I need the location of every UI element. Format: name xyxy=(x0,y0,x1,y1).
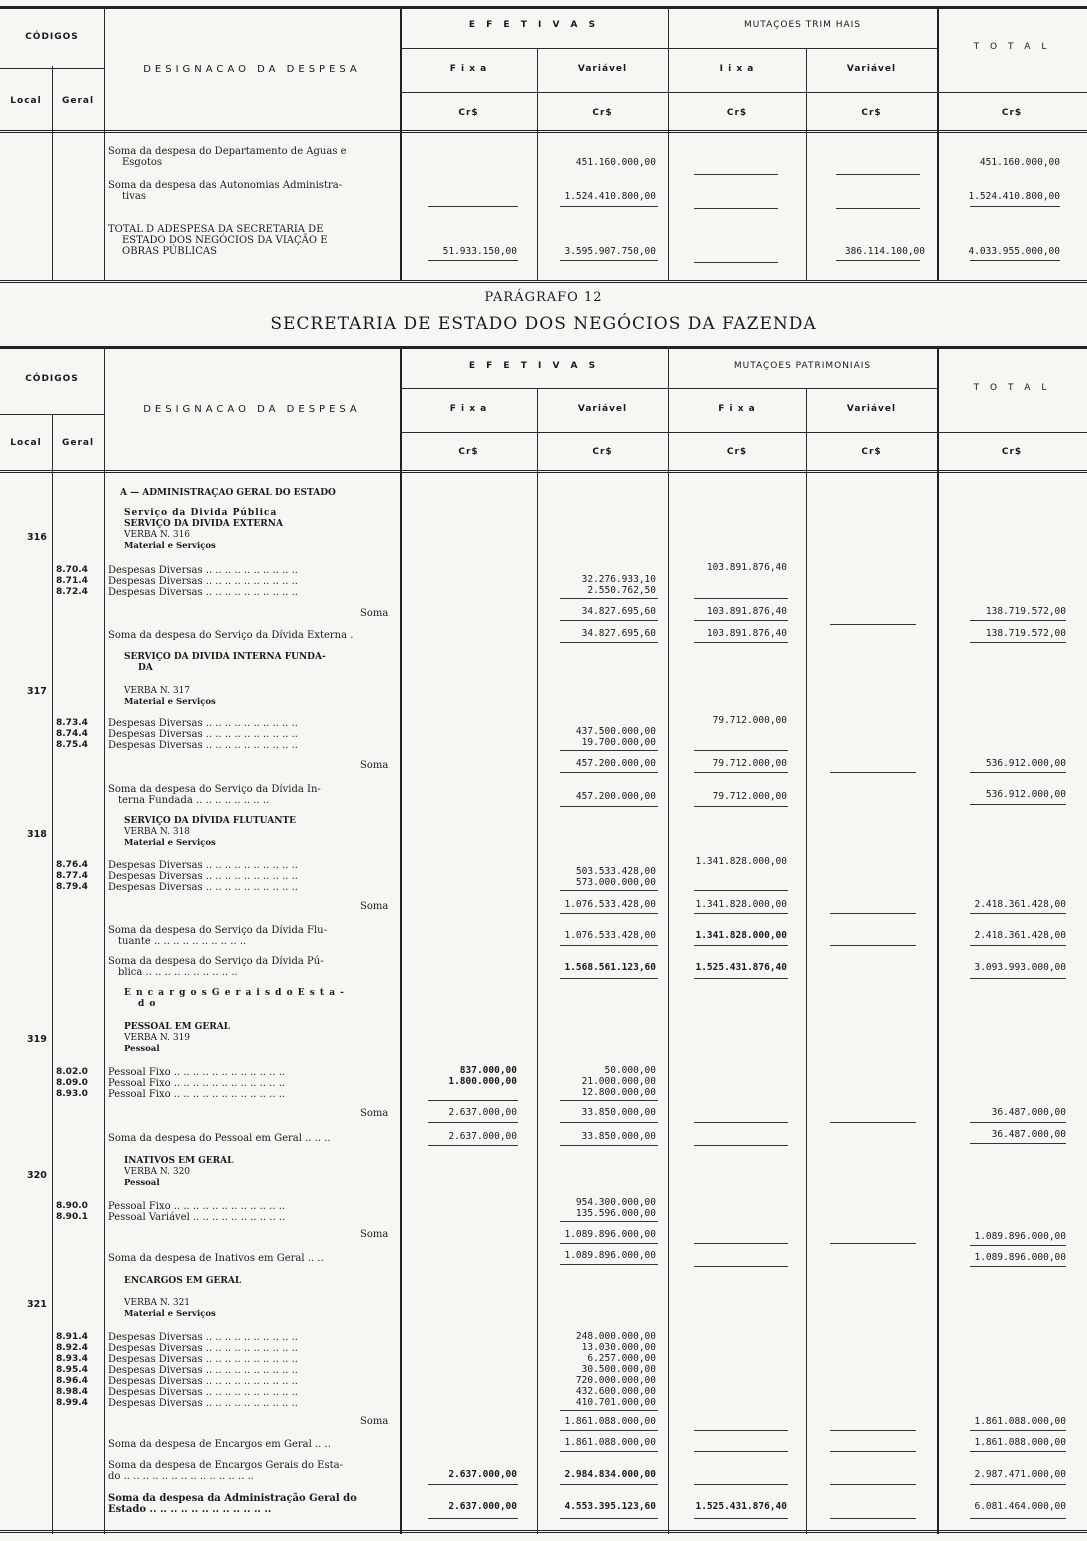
value-variavel: 32.276.933,10 xyxy=(581,574,656,585)
value-variavel: 135.596.000,00 xyxy=(575,1208,656,1219)
geral-code: 8.95.4 xyxy=(56,1365,88,1375)
geral-code: 8.90.0 xyxy=(56,1201,88,1211)
local-code: 319 xyxy=(27,1034,47,1045)
soma-label: Soma xyxy=(360,760,389,771)
local-code: 320 xyxy=(27,1170,47,1181)
value-variavel: 1.861.088.000,00 xyxy=(564,1416,656,1427)
value-fixa: 51.933.150,00 xyxy=(442,246,517,257)
value-fixa: 2.637.000,00 xyxy=(448,1131,517,1142)
row-label: TOTAL D ADESPESA DA SECRETARIA DE xyxy=(108,224,324,235)
group-heading: DA xyxy=(138,663,153,673)
value-total: 138.719.572,00 xyxy=(985,606,1066,617)
geral-code: 8.71.4 xyxy=(56,576,88,586)
section-heading: d o xyxy=(138,999,157,1009)
value-total: 4.033.955.000,00 xyxy=(968,246,1060,257)
top-table-border xyxy=(0,6,1087,9)
value-total: 536.912.000,00 xyxy=(985,758,1066,769)
top-table-bottom xyxy=(0,280,1087,283)
item-label: Despesas Diversas .. .. .. .. .. .. .. .. .. .. xyxy=(108,1398,298,1409)
section-heading: E n c a r g o s G e r a i s d o E s t a - xyxy=(124,988,345,998)
geral-code: 8.99.4 xyxy=(56,1398,88,1408)
value-mut-fixa: 103.891.876,40 xyxy=(706,562,787,573)
value-total: 1.861.088.000,00 xyxy=(974,1416,1066,1427)
value-variavel: 21.000.000,00 xyxy=(581,1076,656,1087)
item-label: Pessoal Fixo .. .. .. .. .. .. .. .. .. .. .. .. xyxy=(108,1089,286,1100)
item-label: Despesas Diversas .. .. .. .. .. .. .. .. .. .. xyxy=(108,1354,298,1365)
col-divider xyxy=(400,348,402,1534)
geral-code: 8.91.4 xyxy=(56,1332,88,1342)
value-variavel: 2.550.762,50 xyxy=(587,585,656,596)
value-variavel: 4.553.395.123,60 xyxy=(564,1501,656,1512)
value-variavel: 720.000.000,00 xyxy=(575,1375,656,1386)
variavel-header: Variável xyxy=(577,404,628,414)
mut-fixa-header: F i x a xyxy=(718,404,756,414)
value-variavel: 457.200.000,00 xyxy=(575,758,656,769)
item-label: Despesas Diversas .. .. .. .. .. .. .. .. .. .. xyxy=(108,576,298,587)
soma-label: Soma xyxy=(360,608,389,619)
geral-code: 8.75.4 xyxy=(56,740,88,750)
item-label: Despesas Diversas .. .. .. .. .. .. .. .. .. .. xyxy=(108,1387,298,1398)
sum-label: Soma da despesa do Serviço da Dívida In- xyxy=(108,784,321,795)
item-label: Despesas Diversas .. .. .. .. .. .. .. .. .. .. xyxy=(108,587,298,598)
geral-code: 8.98.4 xyxy=(56,1387,88,1397)
value-variavel: 954.300.000,00 xyxy=(575,1197,656,1208)
verba-label: VERBA N. 320 xyxy=(124,1167,191,1177)
verba-label: VERBA N. 316 xyxy=(124,530,191,540)
sum-label: Soma da despesa do Pessoal em Geral .. .. .. xyxy=(108,1133,331,1144)
value-variavel: 3.595.907.750,00 xyxy=(564,246,656,257)
value-variavel: 248.000.000,00 xyxy=(575,1331,656,1342)
item-label: Pessoal Fixo .. .. .. .. .. .. .. .. .. .. .. .. xyxy=(108,1067,286,1078)
currency-label: Cr$ xyxy=(861,108,882,118)
value-variavel: 30.500.000,00 xyxy=(581,1364,656,1375)
header-line xyxy=(400,388,937,389)
value-fixa: 837.000,00 xyxy=(459,1065,517,1076)
value-total: 1.524.410.800,00 xyxy=(968,191,1060,202)
item-label: Despesas Diversas .. .. .. .. .. .. .. .. .. .. xyxy=(108,1332,298,1343)
value-mut-fixa: 1.341.828.000,00 xyxy=(695,930,787,941)
local-code: 317 xyxy=(27,686,47,697)
verba-subtitle: Material e Serviços xyxy=(124,838,216,848)
currency-label: Cr$ xyxy=(458,108,479,118)
local-code: 318 xyxy=(27,829,47,840)
group-heading: ENCARGOS EM GERAL xyxy=(124,1276,242,1286)
currency-label: Cr$ xyxy=(861,447,882,457)
geral-code: 8.70.4 xyxy=(56,565,88,575)
value-variavel: 1.076.533.428,00 xyxy=(564,899,656,910)
fixa-header: F i x a xyxy=(449,64,488,74)
grand-total-label: Estado .. .. .. .. .. .. .. .. .. .. .. .. xyxy=(108,1504,272,1515)
sum-label: Soma da despesa de Encargos em Geral .. .. xyxy=(108,1439,331,1450)
row-label: Esgotos xyxy=(122,157,163,168)
currency-label: Cr$ xyxy=(726,447,748,457)
col-divider xyxy=(52,414,53,1534)
col-divider xyxy=(806,388,807,1534)
value-total: 2.418.361.428,00 xyxy=(974,930,1066,941)
value-mut-fixa: 79.712.000,00 xyxy=(712,791,787,802)
header-line xyxy=(400,48,937,49)
item-label: Pessoal Fixo .. .. .. .. .. .. .. .. .. .. .. .. xyxy=(108,1078,286,1089)
sum-label: Soma da despesa do Serviço da Dívida Pú- xyxy=(108,956,324,967)
geral-code: 8.90.1 xyxy=(56,1212,88,1222)
sum-label: tuante .. .. .. .. .. .. .. .. .. .. xyxy=(118,936,247,947)
verba-subtitle: Pessoal xyxy=(124,1178,160,1188)
value-total: 451.160.000,00 xyxy=(979,157,1060,168)
group-heading: INATIVOS EM GERAL xyxy=(124,1156,234,1166)
value-variavel: 2.984.834.000,00 xyxy=(564,1469,656,1480)
designacao-header: DESIGNACAO DA DESPESA xyxy=(143,404,361,415)
value-variavel: 1.524.410.800,00 xyxy=(564,191,656,202)
value-total: 36.487.000,00 xyxy=(991,1129,1066,1140)
value-total: 36.487.000,00 xyxy=(991,1107,1066,1118)
item-label: Despesas Diversas .. .. .. .. .. .. .. .. .. .. xyxy=(108,729,298,740)
geral-header: Geral xyxy=(61,438,95,448)
item-label: Despesas Diversas .. .. .. .. .. .. .. .. .. .. xyxy=(108,1365,298,1376)
value-total: 2.418.361.428,00 xyxy=(974,899,1066,910)
verba-subtitle: Material e Serviços xyxy=(124,1309,216,1319)
geral-code: 8.74.4 xyxy=(56,729,88,739)
header-bottom-line xyxy=(0,130,1087,133)
currency-label: Cr$ xyxy=(458,447,479,457)
value-total: 536.912.000,00 xyxy=(985,789,1066,800)
group-heading: SERVIÇO DA DIVIDA EXTERNA xyxy=(124,519,283,529)
header-line xyxy=(0,68,104,69)
value-variavel: 33.850.000,00 xyxy=(581,1107,656,1118)
group-heading: PESSOAL EM GERAL xyxy=(124,1022,231,1032)
efetivas-header: E F E T I V A S xyxy=(468,361,600,371)
verba-label: VERBA N. 321 xyxy=(124,1298,191,1308)
item-label: Despesas Diversas .. .. .. .. .. .. .. .. .. .. xyxy=(108,740,298,751)
geral-code: 8.73.4 xyxy=(56,718,88,728)
local-header: Local xyxy=(10,96,42,106)
item-label: Despesas Diversas .. .. .. .. .. .. .. .. .. .. xyxy=(108,871,298,882)
item-label: Pessoal Fixo .. .. .. .. .. .. .. .. .. .. .. .. xyxy=(108,1201,286,1212)
mut-variavel-header: Variável xyxy=(846,64,897,74)
value-variavel: 13.030.000,00 xyxy=(581,1342,656,1353)
local-code: 321 xyxy=(27,1299,47,1310)
value-mut-fixa: 1.341.828.000,00 xyxy=(695,856,787,867)
mut-variavel-header: Variável xyxy=(846,404,897,414)
value-variavel: 33.850.000,00 xyxy=(581,1131,656,1142)
item-label: Despesas Diversas .. .. .. .. .. .. .. .. .. .. xyxy=(108,565,298,576)
geral-code: 8.93.4 xyxy=(56,1354,88,1364)
header-line xyxy=(0,414,104,415)
mutacoes-header: MUTAÇOES PATRIMONIAIS xyxy=(733,361,872,371)
codigos-header: CÓDIGOS xyxy=(25,32,79,42)
value-variavel: 6.257.000,00 xyxy=(587,1353,656,1364)
value-variavel: 1.089.896.000,00 xyxy=(564,1229,656,1240)
geral-code: 8.96.4 xyxy=(56,1376,88,1386)
value-total: 3.093.993.000,00 xyxy=(974,962,1066,973)
group-heading: SERVIÇO DA DIVIDA INTERNA FUNDA- xyxy=(124,652,326,662)
group-heading: Serviço da Divida Pública xyxy=(124,508,278,518)
section-heading: A — ADMINISTRAÇAO GERAL DO ESTADO xyxy=(120,488,336,498)
sum-label: Soma da despesa do Serviço da Dívida Flu- xyxy=(108,925,327,936)
codigos-header: CÓDIGOS xyxy=(25,374,79,384)
sum-label: terna Fundada .. .. .. .. .. .. .. .. xyxy=(118,795,270,806)
value-total: 1.861.088.000,00 xyxy=(974,1437,1066,1448)
currency-label: Cr$ xyxy=(726,108,748,118)
value-variavel: 50.000,00 xyxy=(604,1065,656,1076)
main-table-border xyxy=(0,346,1087,349)
total-header: T O T A L xyxy=(973,42,1051,52)
value-variavel: 1.568.561.123,60 xyxy=(564,962,656,973)
geral-code: 8.72.4 xyxy=(56,587,88,597)
geral-code: 8.92.4 xyxy=(56,1343,88,1353)
total-header: T O T A L xyxy=(973,383,1051,393)
sum-label: Soma da despesa de Inativos em Geral .. .. xyxy=(108,1253,324,1264)
col-divider xyxy=(668,348,669,1534)
verba-label: VERBA N. 318 xyxy=(124,827,191,837)
value-total: 6.081.464.000,00 xyxy=(974,1501,1066,1512)
value-mut-fixa: 79.712.000,00 xyxy=(712,715,787,726)
mut-fixa-header: I i x a xyxy=(719,64,755,74)
value-mut-fixa: 79.712.000,00 xyxy=(712,758,787,769)
variavel-header: Variável xyxy=(577,64,628,74)
value-variavel: 34.827.695,60 xyxy=(581,606,656,617)
value-variavel: 19.700.000,00 xyxy=(581,737,656,748)
value-mut-variavel: 386.114.100,00 xyxy=(844,246,925,257)
value-variavel: 457.200.000,00 xyxy=(575,791,656,802)
value-variavel: 437.500.000,00 xyxy=(575,726,656,737)
designacao-header: DESIGNACAO DA DESPESA xyxy=(143,64,361,75)
soma-label: Soma xyxy=(360,1108,389,1119)
mutacoes-header: MUTAÇOES TRIM HAIS xyxy=(743,20,862,30)
row-label: Soma da despesa do Departamento de Aguas e xyxy=(108,146,347,157)
header-bottom-line xyxy=(0,470,1087,473)
value-fixa: 2.637.000,00 xyxy=(448,1107,517,1118)
item-label: Despesas Diversas .. .. .. .. .. .. .. .. .. .. xyxy=(108,1343,298,1354)
value-variavel: 573.000.000,00 xyxy=(575,877,656,888)
fixa-header: F i x a xyxy=(449,404,488,414)
sum-label: blica .. .. .. .. .. .. .. .. .. .. xyxy=(118,967,238,978)
value-variavel: 1.076.533.428,00 xyxy=(564,930,656,941)
geral-code: 8.93.0 xyxy=(56,1089,88,1099)
value-mut-fixa: 103.891.876,40 xyxy=(706,606,787,617)
currency-label: Cr$ xyxy=(592,447,613,457)
value-variavel: 432.600.000,00 xyxy=(575,1386,656,1397)
value-variavel: 451.160.000,00 xyxy=(575,157,656,168)
col-divider xyxy=(104,8,105,280)
grand-total-label: Soma da despesa da Administração Geral do xyxy=(108,1493,357,1504)
main-table-bottom xyxy=(0,1530,1087,1533)
value-variavel: 410.701.000,00 xyxy=(575,1397,656,1408)
value-fixa: 2.637.000,00 xyxy=(448,1469,517,1480)
geral-header: Geral xyxy=(61,96,95,106)
value-total: 1.089.896.000,00 xyxy=(974,1252,1066,1263)
sum-label: Soma da despesa de Encargos Gerais do Esta- xyxy=(108,1460,343,1471)
geral-code: 8.77.4 xyxy=(56,871,88,881)
value-mut-fixa: 103.891.876,40 xyxy=(706,628,787,639)
verba-label: VERBA N. 319 xyxy=(124,1033,191,1043)
row-label: ESTADO DOS NEGÓCIOS DA VIAÇÃO E xyxy=(122,235,328,246)
paragraph-label: PARÁGRAFO 12 xyxy=(484,290,603,305)
header-line xyxy=(400,432,1087,433)
value-total: 2.987.471.000,00 xyxy=(974,1469,1066,1480)
item-label: Despesas Diversas .. .. .. .. .. .. .. .. .. .. xyxy=(108,1376,298,1387)
value-mut-fixa: 1.525.431.876,40 xyxy=(695,1501,787,1512)
geral-code: 8.02.0 xyxy=(56,1067,88,1077)
verba-subtitle: Material e Serviços xyxy=(124,541,216,551)
geral-code: 8.09.0 xyxy=(56,1078,88,1088)
currency-label: Cr$ xyxy=(1001,108,1023,118)
currency-label: Cr$ xyxy=(1001,447,1023,457)
sum-label: do .. .. .. .. .. .. .. .. .. .. .. .. .. .. xyxy=(108,1471,254,1482)
currency-label: Cr$ xyxy=(592,108,613,118)
header-line xyxy=(400,92,1087,93)
geral-code: 8.79.4 xyxy=(56,882,88,892)
row-label: Soma da despesa das Autonomias Administra- xyxy=(108,180,343,191)
value-variavel: 12.800.000,00 xyxy=(581,1087,656,1098)
item-label: Despesas Diversas .. .. .. .. .. .. .. .. .. .. xyxy=(108,882,298,893)
value-mut-fixa: 1.525.431.876,40 xyxy=(695,962,787,973)
value-variavel: 1.089.896.000,00 xyxy=(564,1250,656,1261)
soma-label: Soma xyxy=(360,1416,389,1427)
row-label: OBRAS PÚBLICAS xyxy=(122,246,217,257)
section-title: SECRETARIA DE ESTADO DOS NEGÓCIOS DA FAZENDA xyxy=(270,314,817,334)
col-divider xyxy=(104,348,105,1534)
value-total: 1.089.896.000,00 xyxy=(974,1231,1066,1242)
item-label: Despesas Diversas .. .. .. .. .. .. .. .. .. .. xyxy=(108,860,298,871)
value-mut-fixa: 1.341.828.000,00 xyxy=(695,899,787,910)
verba-subtitle: Pessoal xyxy=(124,1044,160,1054)
item-label: Pessoal Variável .. .. .. .. .. .. .. .. .. .. xyxy=(108,1212,286,1223)
efetivas-header: E F E T I V A S xyxy=(468,20,600,30)
soma-label: Soma xyxy=(360,901,389,912)
verba-label: VERBA N. 317 xyxy=(124,686,191,696)
row-label: tivas xyxy=(122,191,146,202)
item-label: Despesas Diversas .. .. .. .. .. .. .. .. .. .. xyxy=(108,718,298,729)
soma-label: Soma xyxy=(360,1229,389,1240)
verba-subtitle: Material e Serviços xyxy=(124,697,216,707)
geral-code: 8.76.4 xyxy=(56,860,88,870)
value-variavel: 503.533.428,00 xyxy=(575,866,656,877)
group-heading: SERVIÇO DA DÍVIDA FLUTUANTE xyxy=(124,816,297,826)
value-variavel: 1.861.088.000,00 xyxy=(564,1437,656,1448)
value-total: 138.719.572,00 xyxy=(985,628,1066,639)
value-fixa: 1.800.000,00 xyxy=(448,1076,517,1087)
local-code: 316 xyxy=(27,532,47,543)
value-fixa: 2.637.000,00 xyxy=(448,1501,517,1512)
value-variavel: 34.827.695,60 xyxy=(581,628,656,639)
col-divider xyxy=(937,348,939,1534)
sum-label: Soma da despesa do Serviço da Dívida Externa . xyxy=(108,630,354,641)
local-header: Local xyxy=(10,438,42,448)
